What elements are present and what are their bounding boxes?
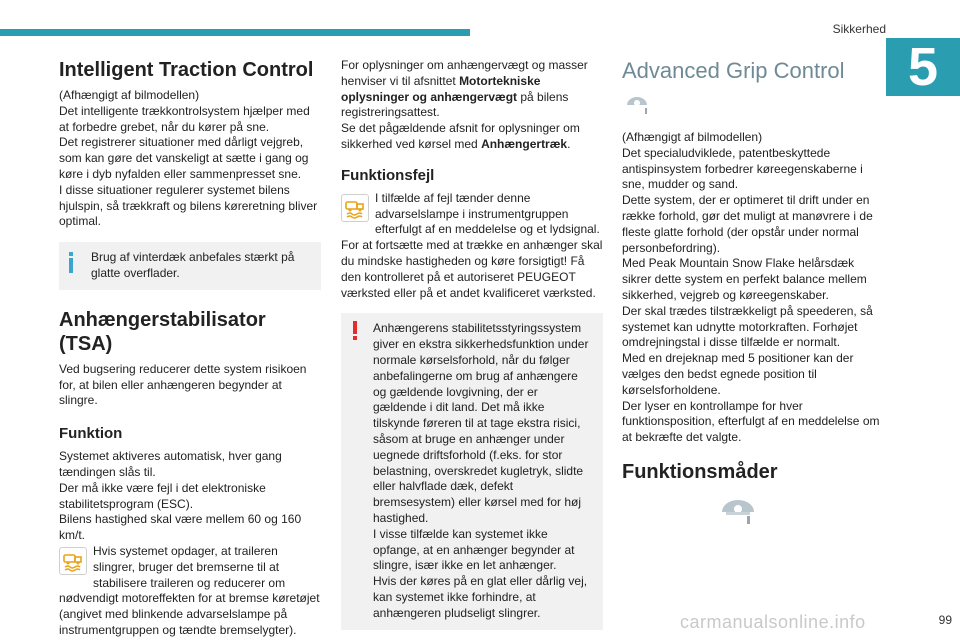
agc-line-6: Med en drejeknap med 5 positioner kan der vælges den bedst egnede position til kørselsforholdene. <box>622 351 854 397</box>
towing-ref-end: . <box>567 136 571 151</box>
fejl-icon-text: I tilfælde af fejl tænder denne advarselslampe i instrumentgruppen efterfulgt af en meddelelse og et lydsignal. <box>375 190 600 237</box>
warning-icon <box>353 321 358 340</box>
info-icon <box>69 252 73 274</box>
info-note <box>59 242 321 290</box>
top-accent-bar <box>0 29 470 36</box>
agc-line-2: Det specialudviklede, patentbeskyttede antispinsystem forbedrer køreegenskaberne i sne, mudder og sand. <box>622 145 863 192</box>
watermark: carmanualsonline.info <box>680 612 866 632</box>
towing-ref-bold: Anhængertræk <box>481 136 568 151</box>
warning-line-2: I visse tilfælde kan systemet ikke opfange, at en anhænger begynder at slingre, især ikke en let anhænger. <box>373 526 575 573</box>
fejl-title: Funktionsfejl <box>341 166 435 184</box>
itc-title: Intelligent Traction Control <box>59 59 314 81</box>
warning-note <box>341 313 603 629</box>
itc-line-4: I disse situationer regulerer systemet bilens hjulspin, så trækkraft og bilens køreretning bliver optimal. <box>59 182 318 229</box>
info-note-text: Brug af vinterdæk anbefales stærkt på glatte overflader. <box>91 250 295 280</box>
funktion-icon-text: Hvis systemet opdager, at traileren slingrer, bruger det bremserne til at stabilisere traileren og reducerer om nødvendigt motoreffekten for at bremse køretøjet (angivet med blinkende advarselslampe på instrumentgruppen og tændte bremselygter). <box>59 543 320 637</box>
towing-intro-2: på bilens registreringsattest. <box>341 89 569 120</box>
agc-title: Advanced Grip Control <box>622 58 845 83</box>
funktion-line-3: Bilens hastighed skal være mellem 60 og 160 km/t. <box>59 512 302 543</box>
towing-intro <box>341 58 603 121</box>
column-right <box>622 58 884 528</box>
page-number: 99 <box>938 613 952 627</box>
funktion-title: Funktion <box>59 425 123 443</box>
towing-intro-bold: Motortekniske oplysninger og anhængervægt <box>341 73 541 104</box>
towing-ref <box>341 121 603 153</box>
chapter-number-badge: 5 <box>886 38 960 96</box>
warning-line-1: Anhængerens stabilitetsstyringssystem giver en ekstra sikkerhedsfunktion under normale kørselsforhold, når du følger anbefalingerne om brug af anhængere og gældende lovgivning, der er gældende i dit land. Det må ikke tilskynde føreren til at tage ekstra risici, såsom at bruge en anhænger under uegnede driftsforhold (f.eks. for stor belastning, overskredet kugletryk, slidte eller halvflade dæk, defekt bremsesystem) eller kørsel med for høj hastighed. <box>373 321 589 525</box>
itc-line-3: Det registrerer situationer med dårligt vejgreb, som kan gøre det vanskeligt at sætte i gang og køre i dyb nyfalden eller sammenpresset sne. <box>59 135 309 181</box>
towing-ref-text: Se det pågældende afsnit for oplysninger om sikkerhed ved kørsel med <box>341 121 580 151</box>
fejl-body: For at fortsætte med at trække en anhænger skal du mindske hastigheden og køre forsigtigt! Få den kontrolleret på et autoriseret PEUGEOT værksted eller på et andet kvalificeret værksted. <box>341 238 603 300</box>
agc-line-1: (Afhængigt af bilmodellen) <box>622 130 763 144</box>
agc-line-7: Der lyser en kontrollampe for hver funktionsposition, efterfulgt af en meddelelse om at bekræfte det valgte. <box>622 398 880 445</box>
itc-line-2: Det intelligente trækkontrolsystem hjælper med at forbedre grebet, når du kører på sne. <box>59 103 310 134</box>
agc-line-5: Der skal trædes tilstrækkeligt på speederen, så systemet kan udnytte motorkraften. Forhøjet omdrejningstal i disse tilfælde er normalt. <box>622 303 873 350</box>
towing-intro-1: For oplysninger om anhængervægt og masser henviser vi til afsnittet <box>341 58 588 88</box>
trailer-sway-warning-icon <box>59 547 87 575</box>
tsa-intro: Ved bugsering reducerer dette system risikoen for, at bilen eller anhængeren begynder at slingre. <box>59 361 307 408</box>
trailer-sway-warning-icon <box>341 194 369 222</box>
warning-line-3: Hvis der køres på en glat eller dårlig vej, kan systemet ikke forhindre, at anhængeren pludseligt slingrer. <box>373 574 588 620</box>
tsa-title: Anhængerstabilisator (TSA) <box>59 308 266 355</box>
funktion-icon-paragraph <box>59 544 321 639</box>
funktion-line-1: Systemet aktiveres automatisk, hver gang tændingen slås til. <box>59 449 282 479</box>
column-middle <box>341 58 603 644</box>
funktion-line-2: Der må ikke være fejl i det elektroniske stabilitetsprogram (ESC). <box>59 480 266 511</box>
agc-line-3: Dette system, der er optimeret til drift under en række forhold, gør det muligt at manøvrere i de fleste glatte forhold (der opstår under normal personbefordring). <box>622 193 873 255</box>
column-left <box>59 58 321 639</box>
section-label: Sikkerhed <box>832 22 886 36</box>
itc-line-1: (Afhængigt af bilmodellen) <box>59 88 200 102</box>
grip-control-icon <box>718 494 758 528</box>
grip-control-icon <box>622 90 652 118</box>
fejl-icon-paragraph <box>341 191 603 238</box>
agc-line-4: Med Peak Mountain Snow Flake helårsdæk sikrer dette system en perfekt balance mellem sikkerhed, vejgreb og køreegenskaber. <box>622 256 867 302</box>
modes-title: Funktionsmåder <box>622 460 778 483</box>
